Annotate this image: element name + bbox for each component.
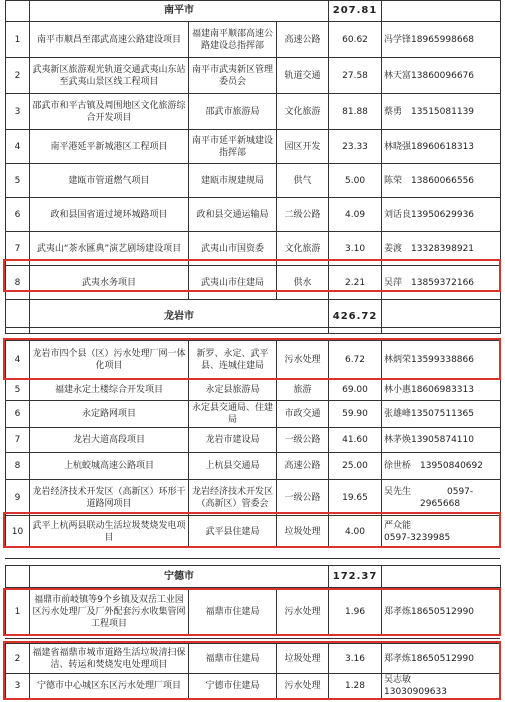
table-row [6, 266, 501, 300]
contact: 陈荣 13860066556 [382, 164, 501, 198]
project-table-nanping [5, 0, 501, 334]
responsible-unit: 武平县住建局 [189, 516, 277, 548]
table-segment-longyan [5, 340, 500, 548]
row-number: 6 [6, 198, 30, 232]
contact: 林天富13860096676 [382, 58, 501, 94]
page-break [5, 327, 500, 331]
contact: 郑孝炼18650512990 [382, 644, 501, 674]
project-name: 上杭蛟城高速公路项目 [30, 453, 189, 480]
responsible-unit: 建瓯市规建规局 [189, 164, 277, 198]
investment-amount: 81.88 [329, 94, 382, 130]
row-number: 1 [6, 22, 30, 58]
investment-amount: 19.65 [329, 480, 382, 516]
investment-amount: 59.90 [329, 401, 382, 428]
contact: 郑孝炼18650512990 [382, 588, 501, 636]
project-type: 轨道交通 [277, 58, 329, 94]
project-name: 武夷山“茶水匯典”演艺剧场建设项目 [30, 232, 189, 266]
project-type: 二级公路 [277, 198, 329, 232]
table-row [6, 341, 501, 379]
project-table-longyan [5, 340, 501, 548]
responsible-unit: 龙岩经济技术开发区（高新区）管委会 [189, 480, 277, 516]
region-row [6, 566, 501, 588]
project-type: 供水 [277, 266, 329, 300]
investment-amount: 25.00 [329, 453, 382, 480]
project-type: 园区开发 [277, 130, 329, 164]
row-number: 7 [6, 428, 30, 453]
project-name: 福建省福鼎市城市道路生活垃圾清扫保洁、转运和焚烧发电处理项目 [30, 644, 189, 674]
responsible-unit: 龙岩市建设局 [189, 428, 277, 453]
investment-amount: 23.33 [329, 130, 382, 164]
table-row [6, 674, 501, 699]
table-row [6, 232, 501, 266]
investment-amount: 6.72 [329, 341, 382, 379]
table-row [6, 453, 501, 480]
region-name: 南平市 [30, 1, 329, 22]
project-name: 建瓯市管道燃气项目 [30, 164, 189, 198]
row-number: 4 [6, 130, 30, 164]
row-number: 5 [6, 379, 30, 401]
region-name: 龙岩市 [30, 300, 329, 334]
table-row [6, 401, 501, 428]
project-table-ningde [5, 565, 501, 636]
row-number: 2 [6, 644, 30, 674]
contact: 严众能 0597-3239985 [382, 516, 501, 548]
investment-amount: 3.16 [329, 644, 382, 674]
investment-amount: 1.96 [329, 588, 382, 636]
project-name: 龙岩市四个县（区）污水处理厂网一体化项目 [30, 341, 189, 379]
contact: 吴先生 0597- 2965668 [382, 480, 501, 516]
contact: 冯学锋18965998668 [382, 22, 501, 58]
responsible-unit: 邵武市旅游局 [189, 94, 277, 130]
project-type: 一级公路 [277, 428, 329, 453]
page-break [5, 558, 500, 562]
responsible-unit: 武夷山市国资委 [189, 232, 277, 266]
row-number: 3 [6, 674, 30, 699]
project-name: 龙岩大道高段项目 [30, 428, 189, 453]
investment-amount: 41.60 [329, 428, 382, 453]
project-name: 福建永定土楼综合开发项目 [30, 379, 189, 401]
project-type: 高速公路 [277, 22, 329, 58]
responsible-unit: 政和县交通运输局 [189, 198, 277, 232]
contact: 张雄峰13507511365 [382, 401, 501, 428]
row-number: 4 [6, 341, 30, 379]
region-total: 172.37 [329, 566, 382, 588]
investment-amount: 1.28 [329, 674, 382, 699]
row-number: 8 [6, 266, 30, 300]
project-type: 垃圾处理 [277, 644, 329, 674]
investment-amount: 27.58 [329, 58, 382, 94]
responsible-unit: 新罗、永定、武平县、连城住建局 [189, 341, 277, 379]
table-row [6, 516, 501, 548]
table-segment-ningde [5, 565, 500, 636]
project-name: 龙岩经济技术开发区（高新区）环形干道路网项目 [30, 480, 189, 516]
table-row [6, 58, 501, 94]
investment-amount: 2.21 [329, 266, 382, 300]
project-type: 污水处理 [277, 674, 329, 699]
project-name: 武平上杭两县联动生活垃圾焚烧发电项目 [30, 516, 189, 548]
responsible-unit: 永定县旅游局 [189, 379, 277, 401]
responsible-unit: 南平市延平新城建设指挥部 [189, 130, 277, 164]
project-type: 文化旅游 [277, 94, 329, 130]
project-name: 福鼎市前岐镇等9个乡镇及双岳工业园区污水处理厂及厂外配套污水收集管网工程项目 [30, 588, 189, 636]
project-type: 污水处理 [277, 588, 329, 636]
investment-amount: 60.62 [329, 22, 382, 58]
table-row [6, 644, 501, 674]
row-number: 2 [6, 58, 30, 94]
project-type: 垃圾处理 [277, 516, 329, 548]
contact: 刘话良13950629936 [382, 198, 501, 232]
contact: 姜渡 13328398921 [382, 232, 501, 266]
project-type: 市政交通 [277, 401, 329, 428]
project-type: 供气 [277, 164, 329, 198]
project-table-ningde-cont [5, 643, 501, 699]
table-row [6, 164, 501, 198]
row-number: 3 [6, 94, 30, 130]
region-total: 426.72 [329, 300, 382, 334]
region-name: 宁德市 [30, 566, 329, 588]
investment-amount: 69.00 [329, 379, 382, 401]
responsible-unit: 福鼎市住建局 [189, 588, 277, 636]
row-number: 7 [6, 232, 30, 266]
table-row [6, 588, 501, 636]
contact: 林晓强18960618313 [382, 130, 501, 164]
contact: 蔡勇 13515081139 [382, 94, 501, 130]
responsible-unit: 福鼎市住建局 [189, 644, 277, 674]
responsible-unit: 永定县交通局、住建局 [189, 401, 277, 428]
project-type: 文化旅游 [277, 232, 329, 266]
row-number: 5 [6, 164, 30, 198]
responsible-unit: 武夷山市住建局 [189, 266, 277, 300]
project-type: 一级公路 [277, 480, 329, 516]
table-row [6, 130, 501, 164]
project-name: 宁德市中心城区东区污水处理厂项目 [30, 674, 189, 699]
table-segment-nanping [5, 0, 500, 334]
page-break [5, 638, 500, 642]
project-name: 武夷新区旅游观光轨道交通武夷山东站至武夷山景区线工程项目 [30, 58, 189, 94]
table-row [6, 198, 501, 232]
project-name: 武夷水务项目 [30, 266, 189, 300]
contact: 林小惠18606983313 [382, 379, 501, 401]
project-name: 南平港延平新城港区工程项目 [30, 130, 189, 164]
investment-amount: 4.00 [329, 516, 382, 548]
responsible-unit: 福建南平顺邵高速公路建设总指挥部 [189, 22, 277, 58]
row-number: 8 [6, 453, 30, 480]
table-row [6, 428, 501, 453]
row-number: 10 [6, 516, 30, 548]
contact: 吴萍 13859372166 [382, 266, 501, 300]
table-row [6, 22, 501, 58]
row-number: 1 [6, 588, 30, 636]
contact: 吴志敏 13030909633 [382, 674, 501, 699]
table-row [6, 379, 501, 401]
table-row [6, 480, 501, 516]
project-name: 永定路网项目 [30, 401, 189, 428]
row-number: 9 [6, 480, 30, 516]
project-name: 南平市顺昌至邵武高速公路建设项目 [30, 22, 189, 58]
project-name: 政和县国省道过境环城路项目 [30, 198, 189, 232]
responsible-unit: 宁德市住建局 [189, 674, 277, 699]
project-type: 旅游 [277, 379, 329, 401]
investment-amount: 3.10 [329, 232, 382, 266]
row-number: 6 [6, 401, 30, 428]
responsible-unit: 南平市武夷新区管理委员会 [189, 58, 277, 94]
contact: 徐世桥 13950840692 [382, 453, 501, 480]
table-row [6, 94, 501, 130]
project-type: 高速公路 [277, 453, 329, 480]
project-name: 邵武市和平古镇及周围地区文化旅游综合开发项目 [30, 94, 189, 130]
table-segment-ningde-cont [5, 643, 500, 699]
contact: 林炳荣13599338866 [382, 341, 501, 379]
contact: 林茅焕13905874110 [382, 428, 501, 453]
investment-amount: 4.09 [329, 198, 382, 232]
region-total: 207.81 [329, 1, 382, 22]
responsible-unit: 上杭县交通局 [189, 453, 277, 480]
region-row [6, 1, 501, 22]
project-type: 污水处理 [277, 341, 329, 379]
investment-amount: 5.00 [329, 164, 382, 198]
